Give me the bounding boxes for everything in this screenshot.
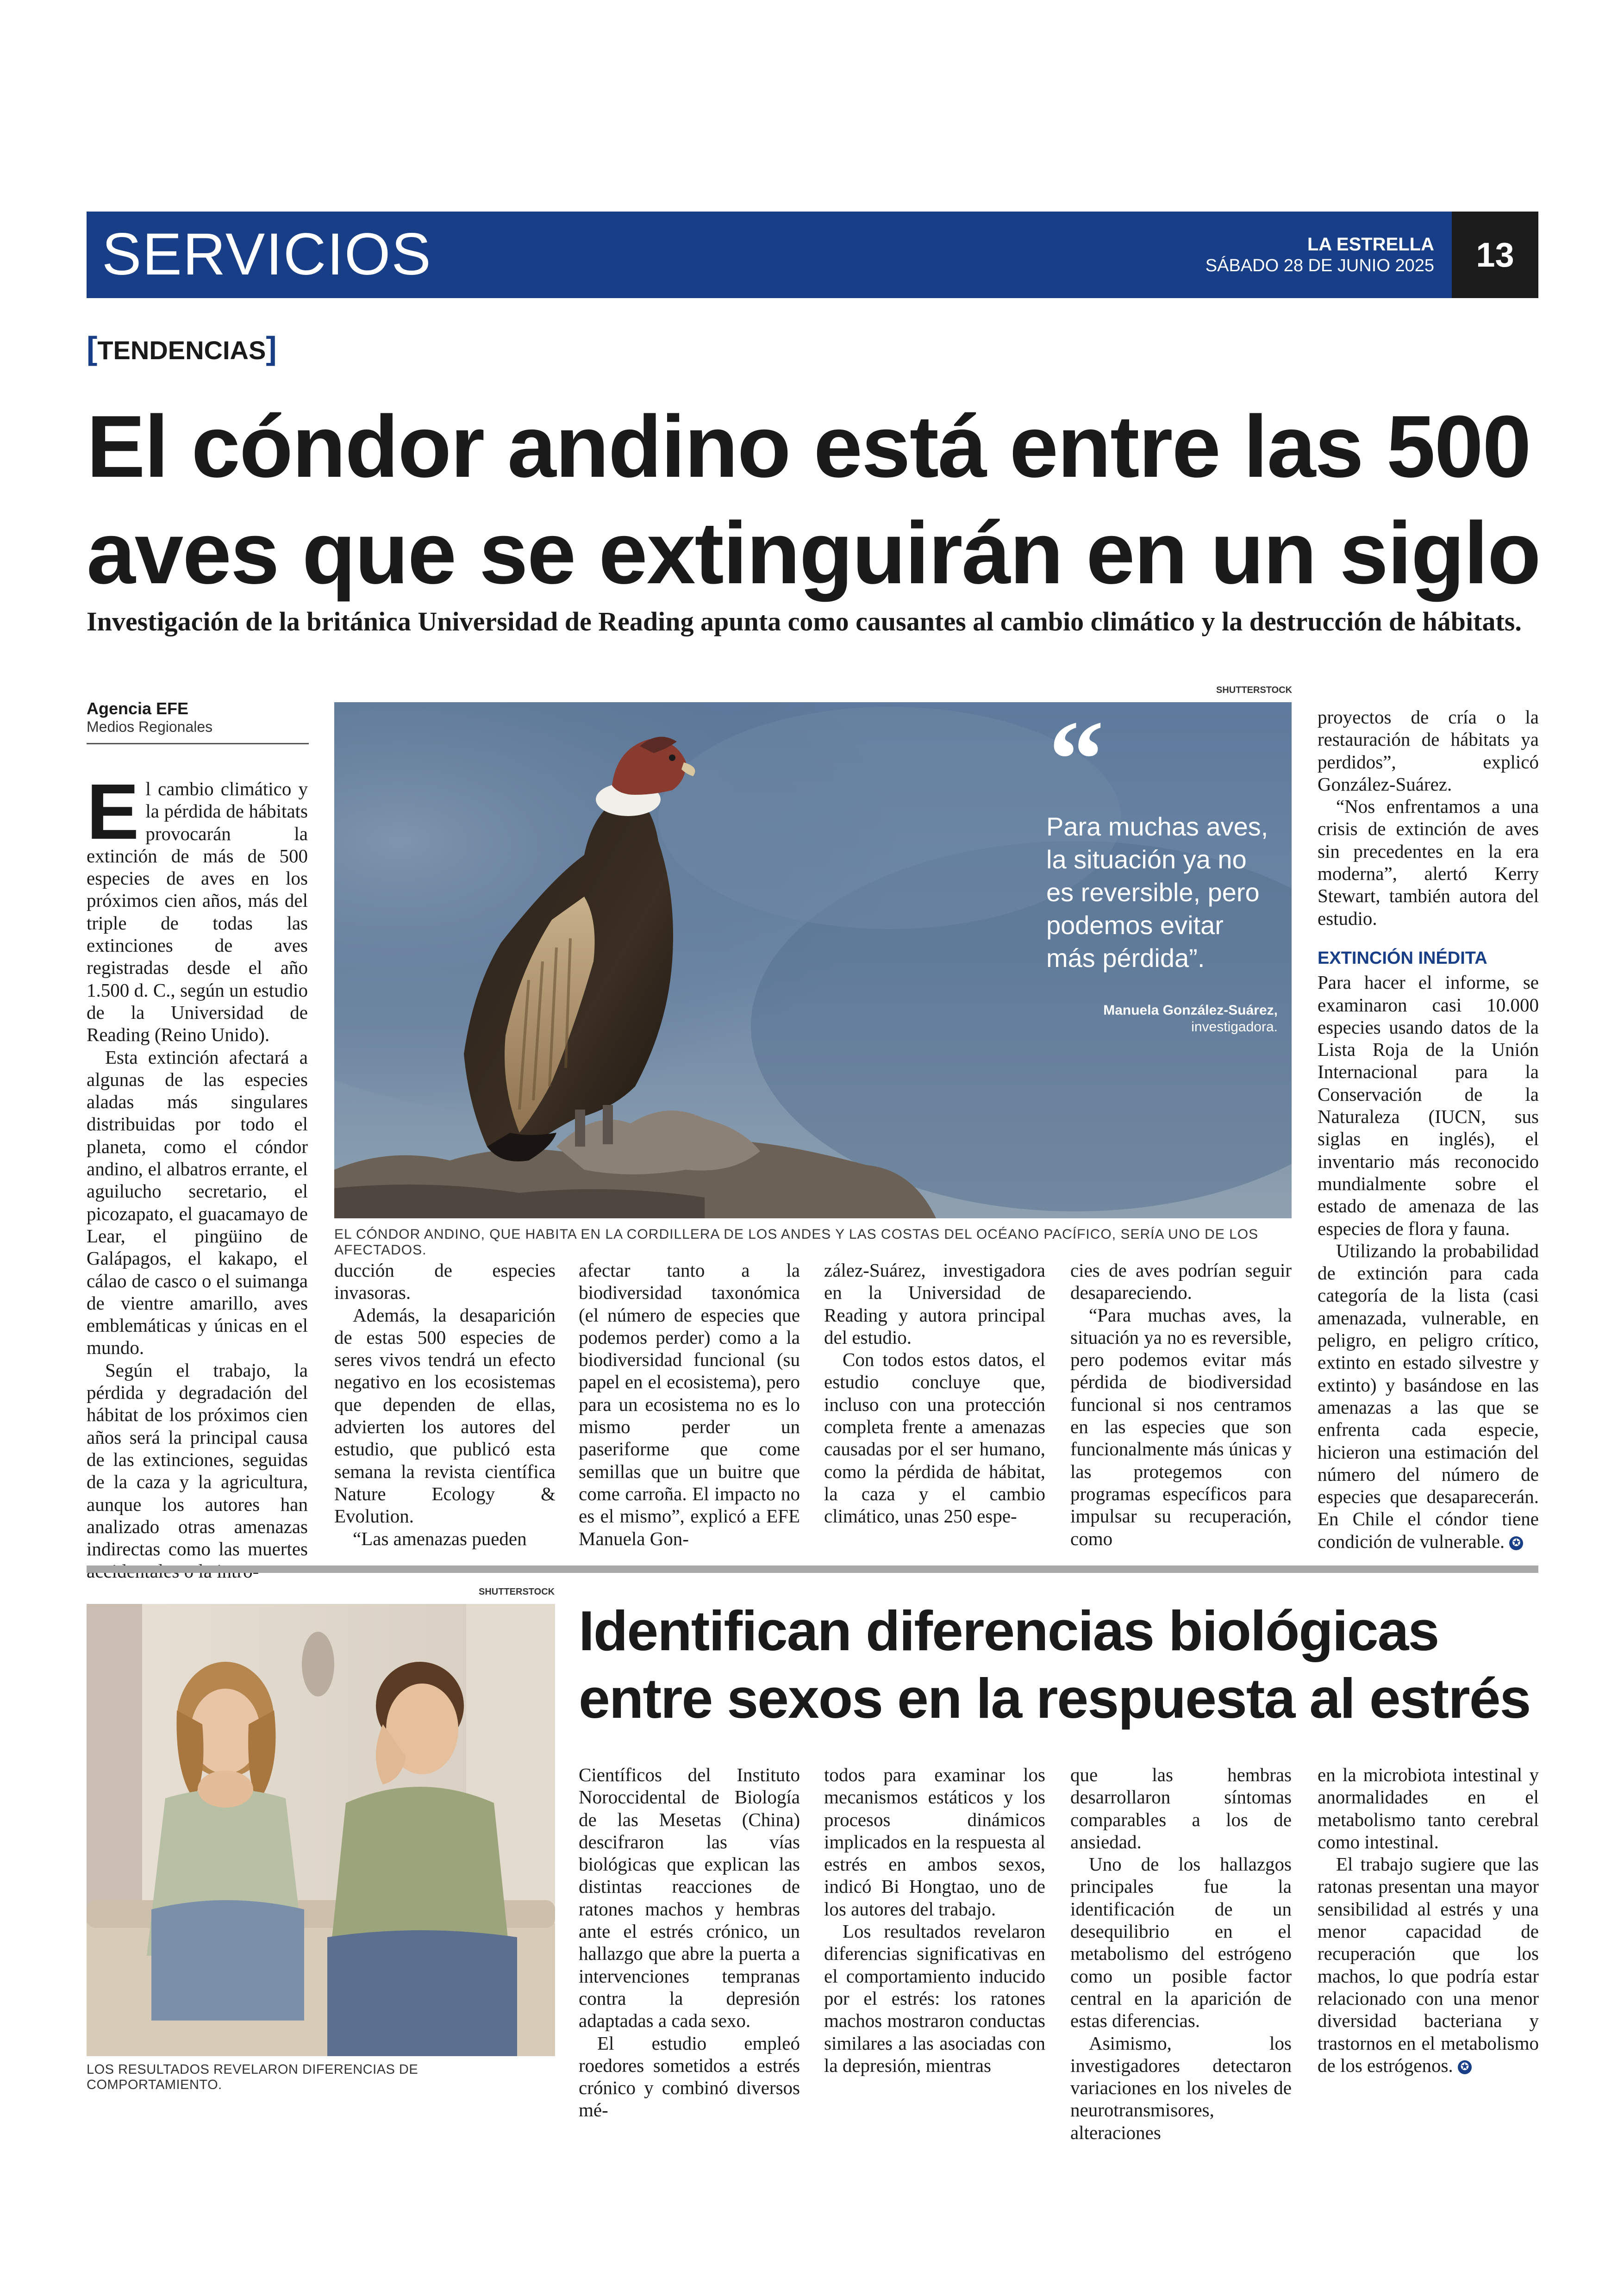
photo-caption: EL CÓNDOR ANDINO, QUE HABITA EN LA CORDILLERA DE LOS ANDES Y LAS COSTAS DEL OCÉANO PACÍFICO, SERÍA UNO DE LOS AFECTADOS. [334,1227,1259,1258]
paragraph: Utilizando la probabilidad de extinción para cada categoría de la lista (casi amenazada, vulnerable, en peligro, en peligro crítico, extinto en estado silvestre y extinto) y basándose en las amenazas a las que se enfrenta cada especie, hicieron una estimación del número del número de especies que desaparecerán. En Chile el cóndor tiene condición de vulnerable. ✪ [1318,1240,1539,1552]
headline-line-2: aves que se extinguirán en un siglo [87,504,1540,602]
quote-mark-icon: “ [1049,698,1104,821]
paper-date: SÁBADO 28 DE JUNIO 2025 [1205,256,1434,275]
paragraph: “Las amenazas pueden [353,1528,527,1549]
paragraph: Uno de los hallazgos principales fue la identificación de un desequilibrio en el metabolismo del estrógeno como un posible factor central en la aparición de estas diferencias. [1070,1853,1292,2032]
paragraph: Con todos estos datos, el estudio concluye que, incluso con una protección completa frente a amenazas causadas por el ser humano, como la pérdida de hábitat, la caza y el cambio climático, unas 250 espe- [824,1349,1045,1527]
paragraph: El trabajo sugiere que las ratonas presentan una mayor sensibilidad al estrés y una menor capacidad de recuperación que los machos, lo que podría estar relacionado con una menor diversidad bacteriana y trastornos en el metabolismo de los estrógenos. ✪ [1318,1853,1539,2076]
paragraph: proyectos de cría o la restauración de hábitats ya perdidos”, explicó González-Suárez. [1318,706,1539,795]
end-of-article-star-icon: ✪ [1509,1536,1523,1550]
section-header-bar [87,212,1538,298]
photo-caption: LOS RESULTADOS REVELARON DIFERENCIAS DE COMPORTAMIENTO. [87,2062,418,2092]
headline-line-2: entre sexos en la respuesta al estrés [579,1667,1530,1730]
paragraph: Asimismo, los investigadores detectaron variaciones en los niveles de neurotransmisores, alteraciones [1070,2032,1292,2143]
article-headline [579,1597,1542,1732]
byline [87,699,309,744]
paragraph: Para hacer el informe, se examinaron casi 10.000 especies usando datos de la Lista Roja de la Unión Internacional para la Conservación de la Naturaleza (IUCN, sus siglas en inglés), el inventario más reconocido mundialmente sobre el estado de amenaza de las especies de flora y fauna. [1318,972,1539,1239]
paragraph: Los resultados revelaron diferencias significativas en el comportamiento inducido por el estrés: los ratones machos mostraron conductas similares a las asociadas con la depresión, mientras [824,1921,1045,2076]
couple-photo [87,1604,555,2056]
paragraph: todos para examinar los mecanismos estáticos y los procesos dinámicos implicados en la respuesta al estrés en ambos sexos, indicó Bi Hongtao, uno de los autores del trabajo. [824,1764,1045,1920]
article-column-3 [579,1259,800,1550]
paragraph: El estudio empleó roedores sometidos a estrés crónico y combinó diversos mé- [579,2032,800,2121]
section-title: SERVICIOS [102,221,432,287]
headline-line-1: Identifican diferencias biológicas [579,1599,1439,1662]
paragraph: El cambio climático y la pérdida de hábitats provocarán la extinción de más de 500 especies de aves en los próximos cien años, más del triple de todas las extinciones de aves registradas desde el año 1.500 d. C., según un estudio de la Universidad de Reading (Reino Unido). [87,768,308,1046]
kicker: [TENDENCIAS] [87,330,277,366]
quote-text: Para muchas aves, la situación ya no es reversible, pero podemos evitar más pérdida”. [1046,812,1268,973]
page-number: 13 [1452,212,1538,298]
paragraph: Esta extinción afectará a algunas de las especies aladas más singulares distribuidas por todo el planeta, como el cóndor andino, el albatros errante, el aguilucho secretario, el picozapato, el guacamayo de Lear, el pingüino de Galápagos, el kakapo, el cálao de casco o el suimanga de vientre amarillo, aves emblemáticas y únicas en el mundo. [87,1046,308,1359]
paragraph: Según el trabajo, la pérdida y degradación del hábitat de los próximos cien años será la principal causa de las extinciones, seguidas de la caza y la agricultura, aunque los autores han analizado otras amenazas indirectas como las muertes [87,1359,308,1560]
paragraph: en la microbiota intestinal y anormalidades en el metabolismo tanto cerebral como intestinal. [1318,1764,1539,1852]
byline-agency: Agencia EFE [87,699,189,718]
paragraph: ducción de especies invasoras. [334,1260,556,1303]
paper-name: LA ESTRELLA [1307,234,1434,255]
couple-image [87,1604,555,2056]
paragraph: zález-Suárez, investigadora en la Universidad de Reading y autora principal del estudio. [824,1260,1045,1348]
paragraph: que las hembras desarrollaron síntomas comparables a los de ansiedad. [1070,1764,1292,1852]
drop-cap: E [87,768,139,856]
quote-role: investigadora. [1191,1019,1278,1035]
paragraph: afectar tanto a la biodiversidad taxonómica (el número de especies que podemos perder) como a la biodiversidad funcional (su papel en el ecosistema), pero para un ecosistema no es lo mismo perder un paseriforme que come semillas que un buitre que come carroña. El impacto no es el mismo”, explicó a EFE Manuela Gon- [579,1260,800,1549]
paragraph: “Para muchas aves, la situación ya no es reversible, pero podemos evitar más pérdida de biodiversidad funcional si nos centramos en las especies que son funcionalmente más únicas y las protegemos con programas específicos para impulsar su recuperación, como [1070,1304,1292,1549]
article2-column-4 [1318,1764,1539,2077]
paragraph: cies de aves podrían seguir desapareciendo. [1070,1260,1292,1303]
paper-info [1206,234,1434,276]
section-subhead: EXTINCIÓN INÉDITA [1318,948,1487,968]
article-column-4 [824,1259,1045,1528]
paragraph: “Nos enfrentamos a una crisis de extinción de aves sin precedentes en la era moderna”, alertó Kerry Stewart, también autora del estudio. [1318,796,1539,929]
article-column-1 [87,768,308,1583]
headline-line-1: El cóndor andino está entre las 500 [87,398,1530,496]
photo-credit: SHUTTERSTOCK [1216,685,1293,695]
section-divider [87,1565,1538,1573]
pull-quote [1046,698,1278,1035]
byline-sub: Medios Regionales [87,718,213,735]
article2-column-3 [1070,1764,1292,2144]
article-column-2 [334,1259,556,1550]
photo-credit: SHUTTERSTOCK [479,1587,555,1597]
article-column-5 [1070,1259,1292,1550]
article-column-6 [1318,706,1539,1553]
article-subheadline: Investigación de la británica Universidad de Reading apunta como causantes al cambio climático y la destrucción de hábitats. [87,606,1522,636]
quote-author: Manuela González-Suárez, [1103,1003,1278,1018]
article2-column-1 [579,1764,800,2121]
article2-column-2 [824,1764,1045,2077]
end-of-article-star-icon: ✪ [1458,2060,1472,2074]
kicker-label: TENDENCIAS [97,336,266,365]
paragraph: Científicos del Instituto Noroccidental de Biología de las Mesetas (China) descifraron las vías biológicas que explican las distintas reacciones de ratones machos y hembras ante el estrés crónico, un hallazgo que abre la puerta a intervenciones tempranas contra la depresión adaptadas a cada sexo. [579,1764,800,2032]
article-headline [87,393,1559,606]
paragraph: Además, la desaparición de estas 500 especies de seres vivos tendrá un efecto negativo en los ecosistemas que dependen de ellas, advierten los autores del estudio, que publicó esta semana la revista científica Nature Ecology & Evolution. [334,1304,556,1527]
